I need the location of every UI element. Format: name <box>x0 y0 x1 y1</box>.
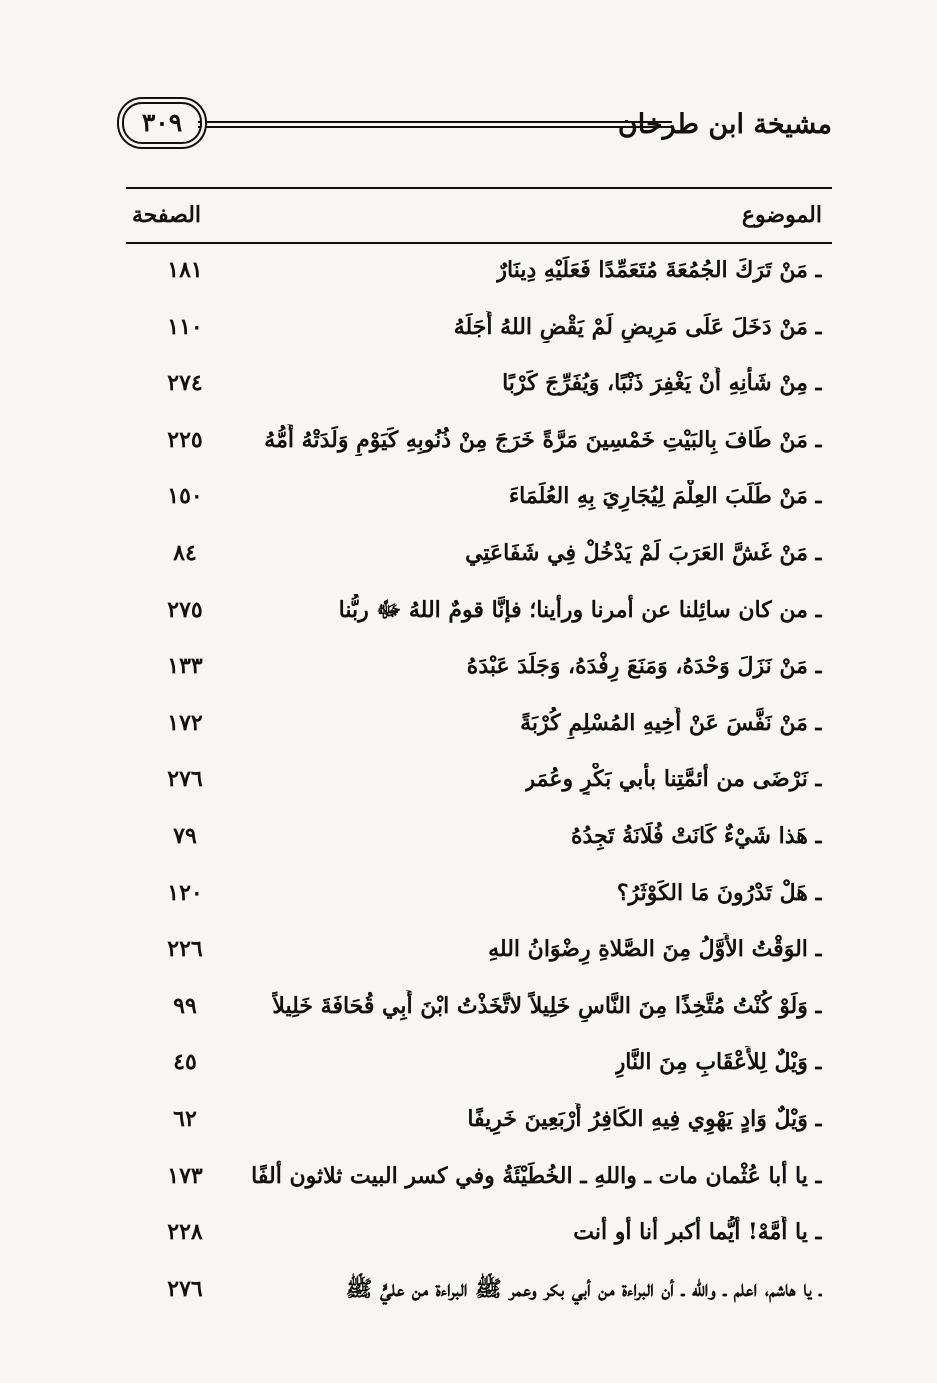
page-ref: ١٧٢ <box>167 709 203 736</box>
page-number: ٣٠٩ <box>122 102 202 144</box>
page-ref: ٢٧٦ <box>167 1275 203 1302</box>
table-row <box>126 357 832 414</box>
topic-text: ـ وَلَوْ كُنْتُ مُتَّخِذًا مِنَ النَّاسِ خَلِيلاً لاتَّخَذْتُ ابْنَ أَبِي قُحَافَةَ خَلِيلاً <box>272 992 822 1019</box>
topic-text: ـ الوَقْتُ الأَوَّلُ مِنَ الصَّلاةِ رِضْوَانُ اللهِ <box>488 936 822 963</box>
page-ref: ٢٧٤ <box>167 370 203 397</box>
table-row <box>126 527 832 584</box>
table-row <box>126 980 832 1037</box>
page-ref: ١٢٠ <box>167 879 203 906</box>
topic-column-header: الموضوع <box>741 202 822 228</box>
table-row <box>126 244 832 301</box>
table-row <box>126 1206 832 1263</box>
table-row <box>126 1036 832 1093</box>
table-row <box>126 810 832 867</box>
page-ref: ٨٤ <box>173 539 197 566</box>
table-row <box>126 753 832 810</box>
page-ref: ١٨١ <box>167 257 203 283</box>
page-ref: ٢٢٨ <box>167 1219 203 1246</box>
page-ref: ٤٥ <box>173 1049 197 1076</box>
page-header <box>120 100 832 164</box>
table-row <box>126 640 832 697</box>
page-ref: ١٥٠ <box>167 483 203 510</box>
topic-text: ـ يا هاشم، اعلم ـ والله ـ أن البراءة من أبي بكر وعمر ﷺ البراءة من عليٍّ ﷺ <box>345 1275 822 1302</box>
topic-text: ـ مَنْ طَافَ بِالبَيْتِ خَمْسِينَ مَرَّةً خَرَجَ مِنْ ذُنُوبِهِ كَيَوْمِ وَلَدَتْهُ أُمُّهُ <box>264 426 822 453</box>
topic-text: ـ نَرْضَى من أئمَّتِنا بأبي بَكْرٍ وعُمَر <box>524 766 822 793</box>
topic-text: ـ يا أبا عُثْمان مات ـ واللهِ ـ الخُطَيْئَةُ وفي كسر البيت ثلاثون ألفًا <box>251 1162 822 1189</box>
topic-text: ـ مَنْ تَرَكَ الجُمُعَةَ مُتَعَمِّدًا فَعَلَيْهِ دِينَارٌ <box>496 257 822 283</box>
table-rows <box>126 244 832 1319</box>
table-row <box>126 414 832 471</box>
topic-text: ـ من كان سائِلنا عن أمرنا ورأينا؛ فإنَّا قومٌ اللهُ ﷻ ربُّنا <box>338 596 822 623</box>
table-row <box>126 923 832 980</box>
table-row <box>126 301 832 358</box>
page-column-header: الصفحة <box>132 202 202 228</box>
table-row <box>126 1263 832 1320</box>
table-row <box>126 1150 832 1207</box>
page-ref: ١٧٣ <box>167 1162 203 1189</box>
page-ref: ٢٢٦ <box>167 936 203 963</box>
topic-text: ـ مِنْ شَأْنِهِ أَنْ يَغْفِرَ ذَنْبًا، وَيُفَرِّجَ كَرْبًا <box>502 370 822 397</box>
topic-text: ـ وَيْلٌ لِلأَعْقَابِ مِنَ النَّارِ <box>614 1049 822 1076</box>
index-table <box>126 187 832 1319</box>
table-header-row <box>126 189 832 244</box>
page-ref: ٢٧٥ <box>167 596 203 623</box>
topic-text: ـ مَنْ غَشَّ العَرَبَ لَمْ يَدْخُلْ فِي شَفَاعَتِي <box>465 539 822 566</box>
topic-text: ـ هَذا شَيْءٌ كَانَتْ فُلَانَةُ تَجِدُهُ <box>571 822 822 849</box>
table-row <box>126 867 832 924</box>
page-ref: ١٣٣ <box>167 653 203 680</box>
page-ref: ٩٩ <box>173 992 197 1019</box>
table-row <box>126 584 832 641</box>
topic-text: ـ هَلْ تَدْرُونَ مَا الكَوْثَرُ؟ <box>616 879 822 906</box>
topic-text: ـ مَنْ دَخَلَ عَلَى مَرِيضٍ لَمْ يَقْضِ اللهُ أَجَلَهُ <box>453 313 822 340</box>
page-ref: ٧٩ <box>173 822 197 849</box>
page-ref: ١١٠ <box>167 313 203 340</box>
topic-text: ـ يا أُمَّهْ! أيُّما أكبر أنا أو أنت <box>573 1219 822 1246</box>
page-ref: ٦٢ <box>173 1105 197 1132</box>
table-row <box>126 470 832 527</box>
topic-text: ـ وَيْلٌ وَادٍ يَهْوِي فِيهِ الكَافِرُ أَرْبَعِينَ خَرِيفًا <box>467 1105 822 1132</box>
topic-text: ـ مَنْ نَزَلَ وَحْدَهُ، وَمَنَعَ رِفْدَهُ، وَجَلَدَ عَبْدَهُ <box>466 653 822 680</box>
page-ref: ٢٧٦ <box>167 766 203 793</box>
table-row <box>126 1093 832 1150</box>
table-row <box>126 697 832 754</box>
topic-text: ـ مَنْ طَلَبَ العِلْمَ لِيُجَارِيَ بِهِ العُلَمَاءَ <box>508 483 822 510</box>
page-ref: ٢٢٥ <box>167 426 203 453</box>
header-rule <box>198 121 672 128</box>
topic-text: ـ مَنْ نَفَّسَ عَنْ أَخِيهِ المُسْلِمِ كُرْبَةً <box>520 709 822 736</box>
book-title: مشيخة ابن طرخان <box>617 109 832 140</box>
